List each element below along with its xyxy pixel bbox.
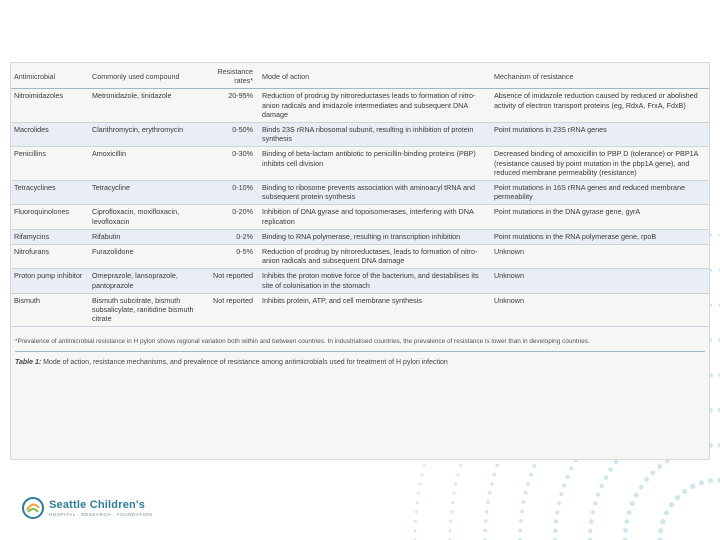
decorative-dot: [518, 529, 522, 533]
cell-resistance-rate: Not reported: [201, 269, 259, 293]
header-antimicrobial: Antimicrobial: [11, 63, 89, 89]
cell-mechanism: Unknown: [491, 293, 709, 327]
cell-antimicrobial: Nitroimidazoles: [11, 89, 89, 123]
decorative-dot: [562, 483, 566, 487]
cell-compound: Amoxicillin: [89, 147, 201, 181]
decorative-dot: [554, 519, 558, 523]
decorative-dot: [421, 473, 424, 476]
decorative-dot: [416, 501, 419, 504]
decorative-dot: [495, 464, 498, 467]
decorative-dot: [650, 470, 655, 475]
cell-compound: Metronidazole, tinidazole: [89, 89, 201, 123]
caption-text: Mode of action, resistance mechanisms, and prevalence of resistance among antimicrobials used for treatment of H pylori infection: [43, 358, 448, 366]
decorative-dot: [682, 489, 687, 494]
caption-label: Table 1:: [15, 358, 42, 366]
cell-mode-of-action: Inhibits the proton motive force of the bacterium, and destabilises its site of colonisation in the stomach: [259, 269, 491, 293]
cell-compound: Tetracycline: [89, 181, 201, 205]
decorative-dot: [591, 510, 595, 514]
cell-mechanism: Point mutations in the DNA gyrase gene, gyrA: [491, 205, 709, 229]
decorative-dot: [526, 482, 530, 486]
cell-mechanism: Absence of imidazole reduction caused by reduced or abolished activity of electron transport proteins (eg, RdxA, FrxA, FdxB): [491, 89, 709, 123]
decorative-dot: [415, 511, 418, 514]
cell-resistance-rate: 0-30%: [201, 147, 259, 181]
table-row: [11, 181, 709, 205]
decorative-dot: [490, 482, 493, 485]
decorative-dot: [553, 529, 557, 533]
header-compound: Commonly used compound: [89, 63, 201, 89]
antimicrobial-table: [11, 63, 709, 327]
decorative-dot: [532, 464, 536, 468]
cell-antimicrobial: Macrolides: [11, 123, 89, 147]
decorative-dot: [449, 520, 452, 523]
cell-antimicrobial: Bismuth: [11, 293, 89, 327]
decorative-dot: [450, 510, 453, 513]
cell-mode-of-action: Reduction of prodrug by nitroreductases, leads to formation of nitro-anion radicals and subsequent DNA damage: [259, 245, 491, 269]
decorative-dot: [557, 501, 561, 505]
table-footnote: *Prevalence of antimicrobial resistance in H pylori shows regional variation both within and between countries. In industrialised countries, the prevalence of resistance is lower than in developing countries.: [15, 337, 705, 351]
cell-antimicrobial: Fluoroquinolones: [11, 205, 89, 229]
table-row: [11, 89, 709, 123]
table-caption: [15, 358, 705, 367]
cell-mechanism: Point mutations in 16S rRNA genes and reduced membrane permeability: [491, 181, 709, 205]
cell-mode-of-action: Binds 23S rRNA ribosomal subunit, resulting in inhibition of protein synthesis: [259, 123, 491, 147]
decorative-dot: [675, 495, 680, 500]
decorative-dot: [657, 464, 662, 469]
decorative-dot: [524, 491, 528, 495]
decorative-dot: [639, 485, 644, 490]
cell-mechanism: Unknown: [491, 245, 709, 269]
decorative-dot: [419, 483, 422, 486]
decorative-dot: [417, 492, 420, 495]
table-row: [11, 293, 709, 327]
decorative-dot: [588, 528, 592, 532]
cell-resistance-rate: 0-10%: [201, 181, 259, 205]
decorative-dot: [486, 501, 489, 504]
decorative-dot: [589, 519, 593, 523]
decorative-dot: [664, 510, 669, 515]
cell-antimicrobial: Rifamycins: [11, 229, 89, 244]
decorative-dot: [596, 492, 600, 496]
decorative-dot: [453, 492, 456, 495]
seattle-childrens-logo: [22, 497, 152, 519]
decorative-dot: [690, 484, 695, 489]
decorative-dot: [699, 480, 704, 485]
table-row: [11, 205, 709, 229]
cell-mode-of-action: Binding of beta-lactam antibiotic to penicillin-binding proteins (PBP) inhibits cell division: [259, 147, 491, 181]
decorative-dot: [658, 528, 663, 533]
decorative-dot: [484, 529, 487, 532]
decorative-dot: [630, 501, 635, 506]
decorative-dot: [623, 528, 628, 533]
decorative-dot: [559, 492, 563, 496]
cell-antimicrobial: Proton pump inhibitor: [11, 269, 89, 293]
decorative-dot: [414, 520, 417, 523]
logo-name: Seattle Children's: [49, 499, 146, 511]
decorative-dot: [708, 478, 713, 483]
decorative-dot: [599, 484, 603, 488]
cell-compound: Furazolidone: [89, 245, 201, 269]
header-resistance-rates: Resistance rates*: [201, 63, 259, 89]
cell-antimicrobial: Tetracyclines: [11, 181, 89, 205]
cell-mode-of-action: Binding to RNA polymerase, resulting in transcription inhibition: [259, 229, 491, 244]
decorative-dot: [454, 482, 457, 485]
decorative-dot: [488, 491, 491, 494]
cell-mechanism: Point mutations in the RNA polymerase gene, rpoB: [491, 229, 709, 244]
decorative-dot: [669, 502, 674, 507]
decorative-dot: [529, 473, 533, 477]
decorative-dot: [569, 466, 573, 470]
cell-resistance-rate: 0-50%: [201, 123, 259, 147]
decorative-dot: [423, 464, 426, 467]
table-row: [11, 147, 709, 181]
cell-compound: Omeprazole, lansoprazole, pantoprazole: [89, 269, 201, 293]
cell-compound: Rifabutin: [89, 229, 201, 244]
cell-resistance-rate: 0-20%: [201, 205, 259, 229]
cell-antimicrobial: Nitrofurans: [11, 245, 89, 269]
cell-mechanism: Unknown: [491, 269, 709, 293]
cell-mechanism: Decreased binding of amoxicillin to PBP D (tolerance) or PBP1A (resistance caused by point mutation in the pbp1A gene), and reduced membrane permeability (resistance): [491, 147, 709, 181]
table-row: [11, 245, 709, 269]
cell-resistance-rate: 20-95%: [201, 89, 259, 123]
cell-mode-of-action: Inhibits protein, ATP, and cell membrane synthesis: [259, 293, 491, 327]
decorative-dot: [627, 510, 632, 515]
cell-compound: Clarithromycin, erythromycin: [89, 123, 201, 147]
decorative-dot: [493, 473, 496, 476]
decorative-dot: [614, 460, 618, 464]
logo-mark-icon: [22, 497, 44, 519]
table-header-row: [11, 63, 709, 89]
decorative-dot: [449, 529, 452, 532]
table-row: [11, 269, 709, 293]
decorative-dot: [566, 475, 570, 479]
cell-resistance-rate: 0-2%: [201, 229, 259, 244]
cell-antimicrobial: Penicillins: [11, 147, 89, 181]
decorative-dot: [608, 467, 612, 471]
cell-mode-of-action: Reduction of prodrug by nitroreductases leads to formation of nitro-anion radicals and imidazole intermediates and subsequent DNA damage: [259, 89, 491, 123]
decorative-dot: [522, 500, 526, 504]
cell-compound: Ciprofloxacin, moxifloxacin, levofloxacin: [89, 205, 201, 229]
cell-resistance-rate: Not reported: [201, 293, 259, 327]
decorative-dot: [634, 493, 639, 498]
decorative-dot: [593, 501, 597, 505]
cell-mode-of-action: Inhibition of DNA gyrase and topoisomerases, interfering with DNA replication: [259, 205, 491, 229]
decorative-dot: [520, 510, 524, 514]
header-mode-of-action: Mode of action: [259, 63, 491, 89]
decorative-dot: [604, 475, 608, 479]
decorative-dot: [456, 473, 459, 476]
decorative-dot: [484, 519, 487, 522]
decorative-dot: [644, 477, 649, 482]
decorative-dot: [459, 464, 462, 467]
decorative-dot: [555, 510, 559, 514]
cell-compound: Bismuth subcitrate, bismuth subsalicylate, ranitidine bismuth citrate: [89, 293, 201, 327]
table-row: [11, 229, 709, 244]
resistance-table-figure: [10, 62, 710, 460]
header-mechanism: Mechanism of resistance: [491, 63, 709, 89]
cell-mechanism: Point mutations in 23S rRNA genes: [491, 123, 709, 147]
decorative-dot: [451, 501, 454, 504]
logo-tagline: HOSPITAL · RESEARCH · FOUNDATION: [49, 512, 153, 517]
decorative-dot: [414, 529, 417, 532]
decorative-dot: [485, 510, 488, 513]
decorative-dot: [519, 519, 523, 523]
decorative-dot: [624, 519, 629, 524]
cell-mode-of-action: Binding to ribosome prevents association with aminoacyl tRNA and subsequent protein synthesis: [259, 181, 491, 205]
cell-resistance-rate: 0-5%: [201, 245, 259, 269]
decorative-dot: [660, 519, 665, 524]
table-row: [11, 123, 709, 147]
